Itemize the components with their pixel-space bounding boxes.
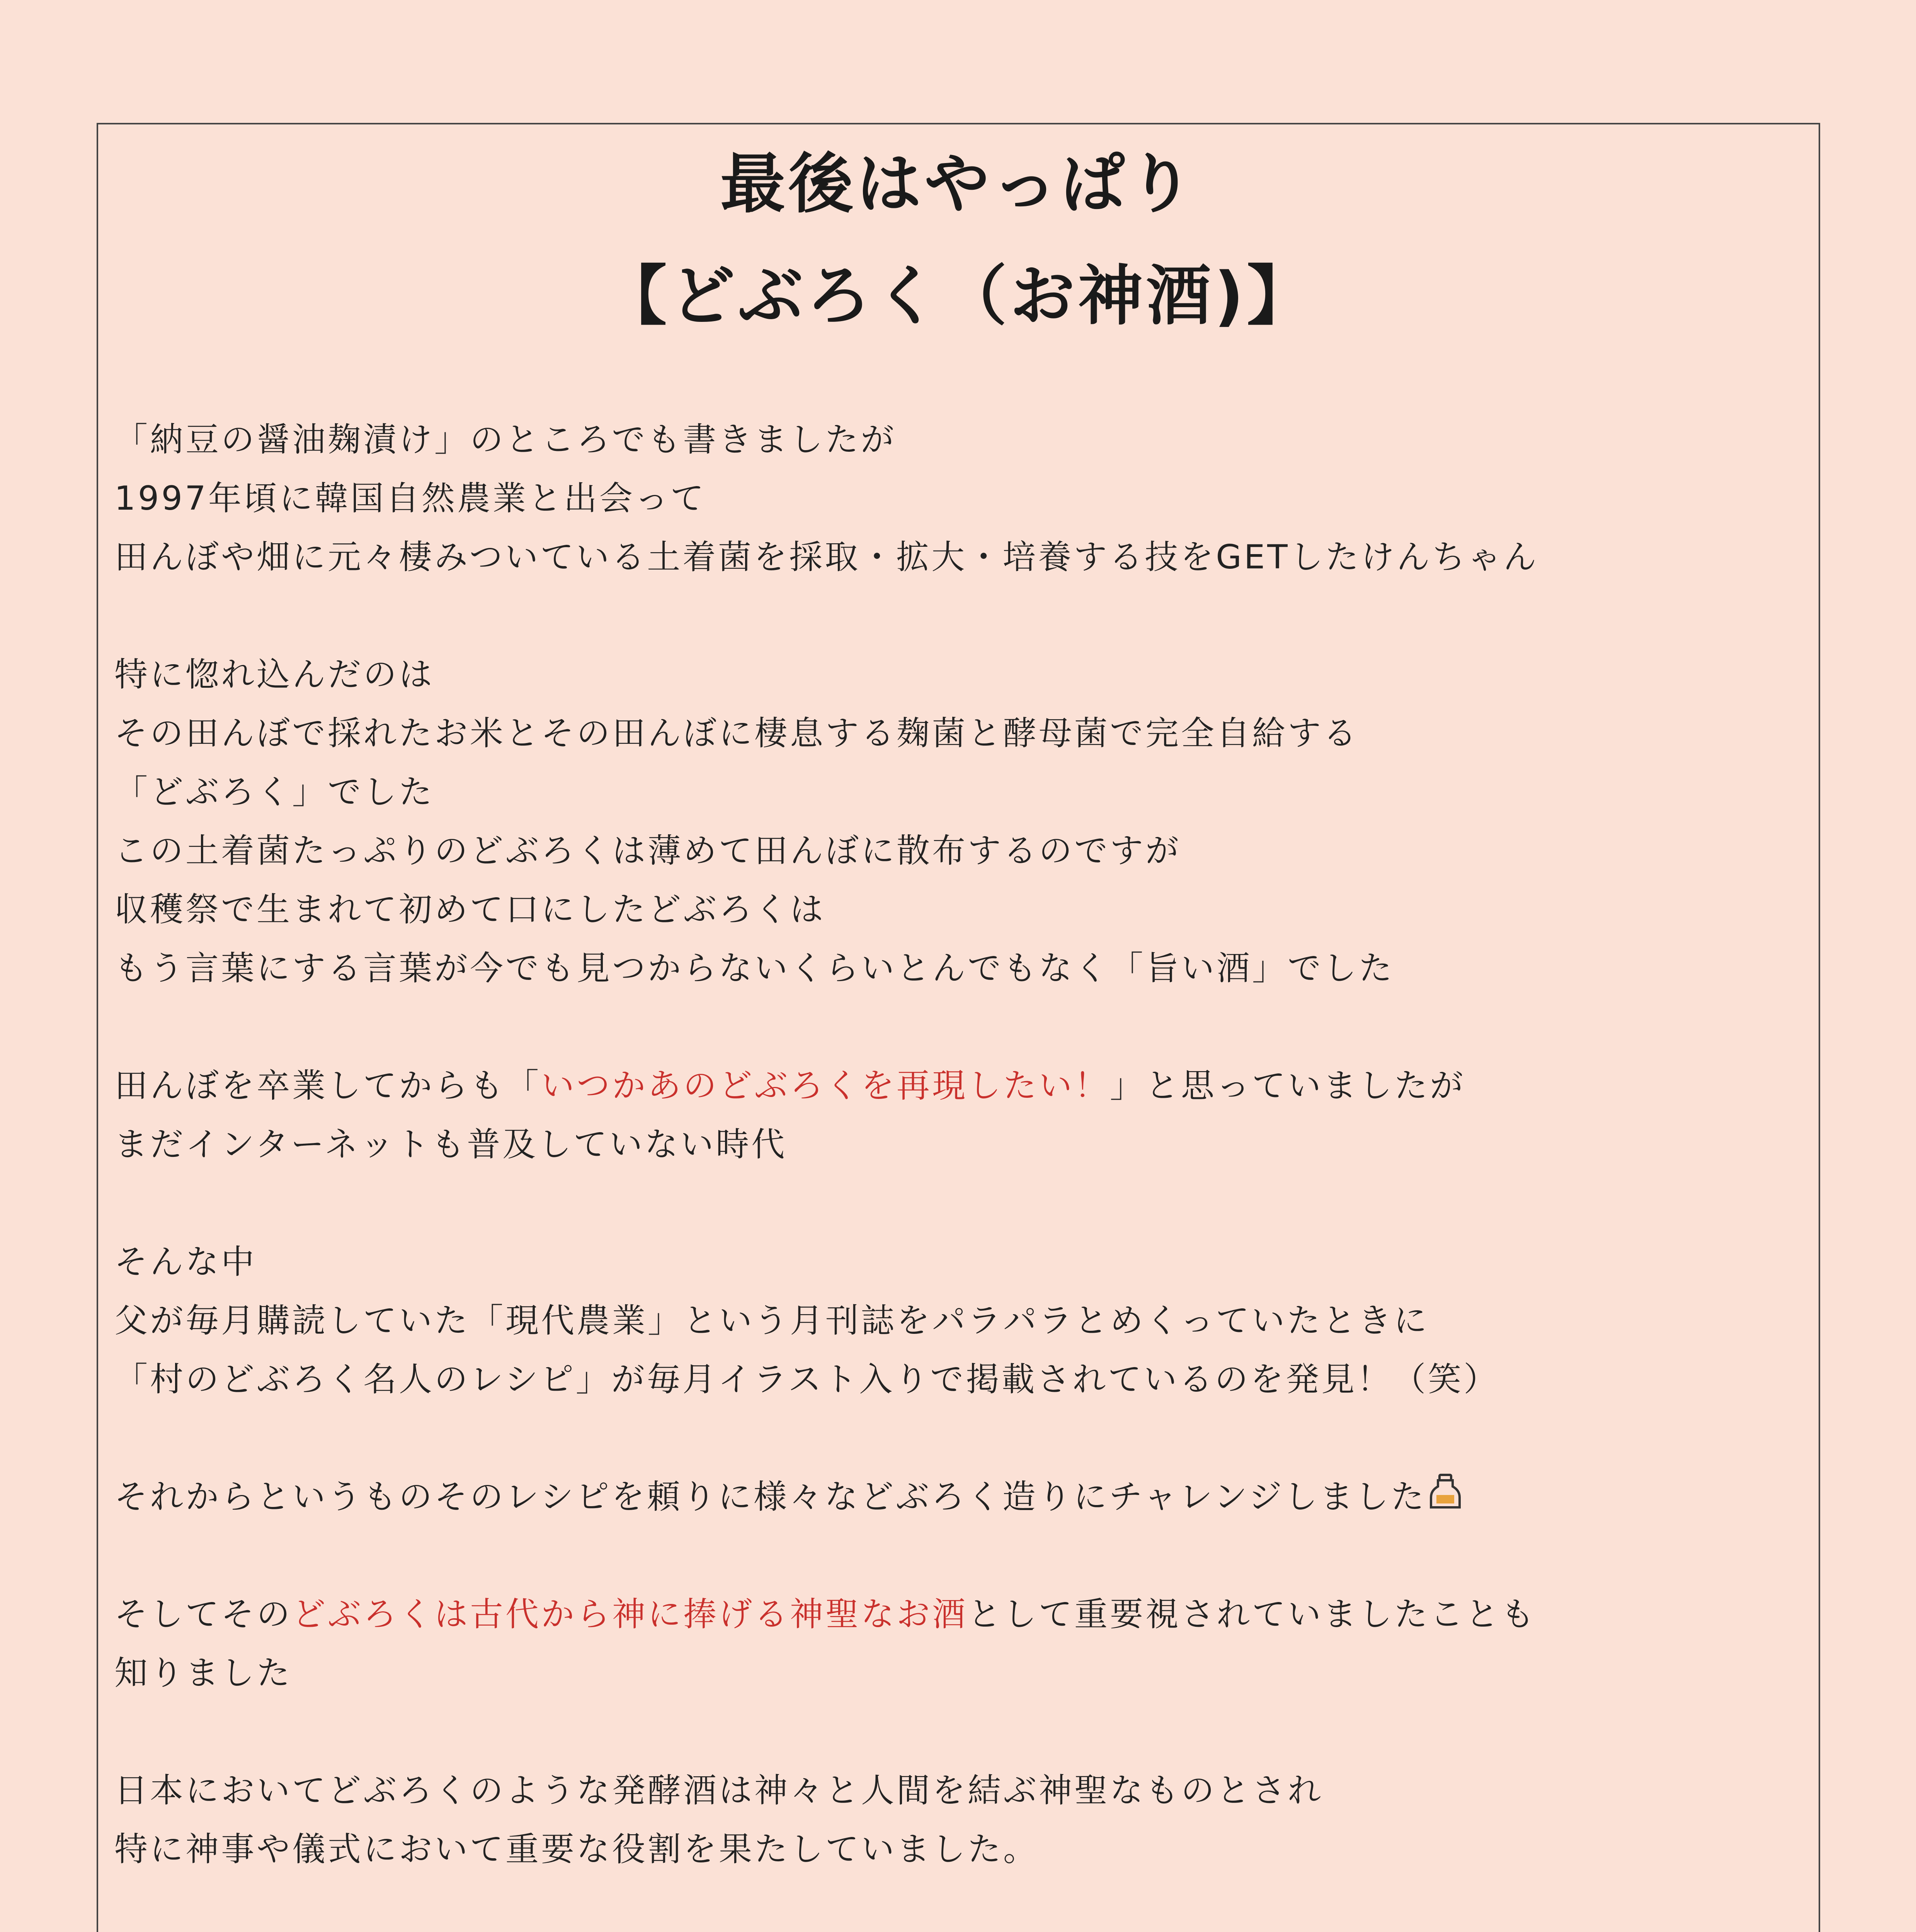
page-title-line-2: 【どぶろく（お神酒)】 xyxy=(602,258,1315,334)
text-line: そんな中 xyxy=(114,1243,257,1281)
text-line: もう言葉にする言葉が今でも見つからないくらいとんでもなく「旨い酒」でした xyxy=(114,949,1394,988)
text-line: 特に惚れ込んだのは xyxy=(114,655,434,694)
blank-line xyxy=(114,1702,1803,1761)
highlighted-text: いつかあのどぶろくを再現したい！ xyxy=(541,1066,1110,1105)
text-line: それからというものそのレシピを頼りに様々などぶろく造りにチャレンジしました xyxy=(114,1468,1803,1526)
text-line: 「どぶろく」でした xyxy=(114,773,434,811)
text-line: 収穫祭で生まれて初めて口にしたどぶろくは xyxy=(114,890,825,929)
text-line: 1997年頃に韓国自然農業と出会って xyxy=(114,479,706,518)
text-line: そしてそのどぶろくは古代から神に捧げる神聖なお酒として重要視されていましたことも xyxy=(114,1595,1537,1634)
page-title-line-1: 最後はやっぱり xyxy=(720,146,1196,222)
body-text xyxy=(114,410,1803,1932)
text-line: その田んぼで採れたお米とその田んぼに棲息する麹菌と酵母菌で完全自給する xyxy=(114,714,1359,753)
text-line: 特に神事や儀式において重要な役割を果たしていました。 xyxy=(114,1830,1039,1869)
blank-line xyxy=(114,1526,1803,1585)
blank-line xyxy=(114,1879,1803,1932)
blank-line xyxy=(114,587,1803,645)
text-line: 知りました xyxy=(114,1654,292,1692)
text-line: 父が毎月購読していた「現代農業」という月刊誌をパラパラとめくっていたときに xyxy=(114,1301,1429,1340)
text-line: 日本においてどぶろくのような発酵酒は神々と人間を結ぶ神聖なものとされ xyxy=(114,1771,1323,1810)
text-line: 「村のどぶろく名人のレシピ」が毎月イラスト入りで掲載されているのを発見！（笑） xyxy=(114,1360,1499,1399)
blank-line xyxy=(114,998,1803,1056)
blank-line xyxy=(114,1409,1803,1468)
highlighted-text: どぶろくは古代から神に捧げる神聖なお酒 xyxy=(292,1595,968,1634)
text-line: 田んぼや畑に元々棲みついている土着菌を採取・拡大・培養する技をGETしたけんちゃん xyxy=(114,538,1539,577)
text-line: 田んぼを卒業してからも「いつかあのどぶろくを再現したい！」と思っていましたが xyxy=(114,1066,1465,1105)
text-line: 「納豆の醤油麹漬け」のところでも書きましたが xyxy=(114,420,897,459)
page-frame xyxy=(97,123,1820,1932)
blank-line xyxy=(114,1174,1803,1233)
text-line: まだインターネットも普及していない時代 xyxy=(114,1125,787,1164)
text-line: この土着菌たっぷりのどぶろくは薄めて田んぼに散布するのですが xyxy=(114,832,1181,870)
sake-jug-icon xyxy=(1428,1470,1463,1529)
